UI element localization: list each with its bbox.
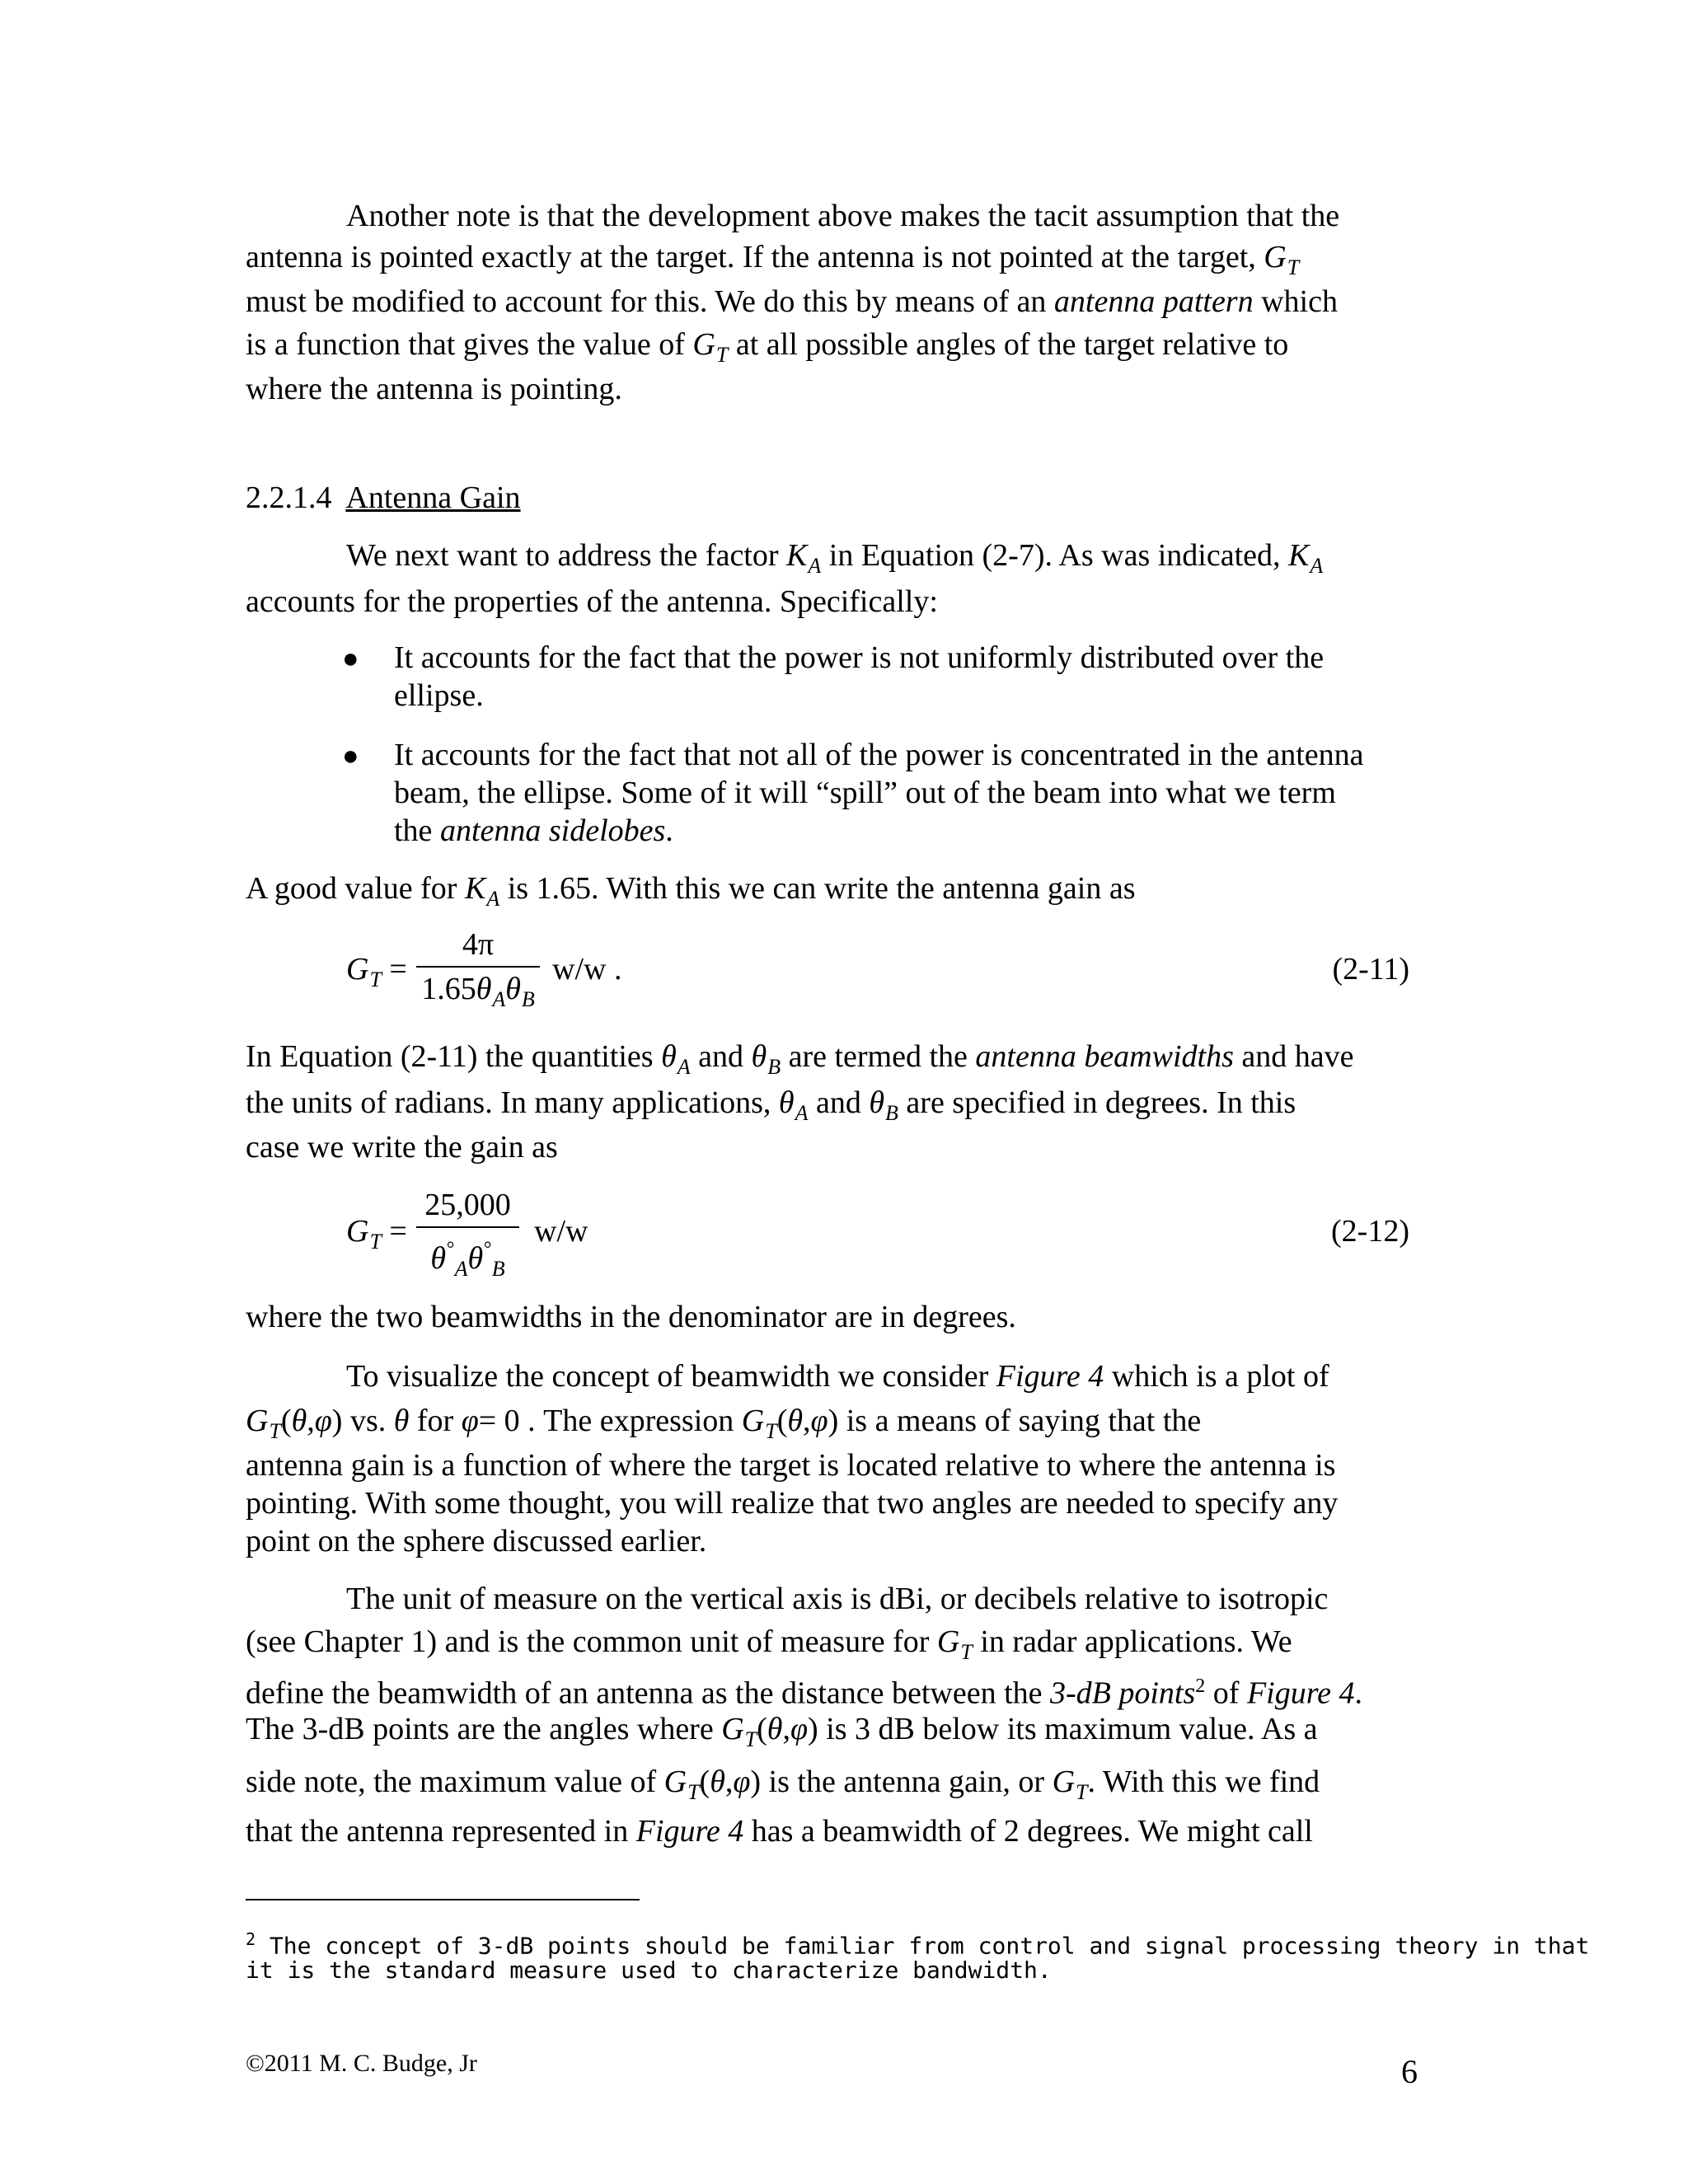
equation-label: (2-11) [1332, 952, 1409, 987]
footnote-line: it is the standard measure used to characterize bandwidth. [246, 1957, 1052, 1984]
equation-fraction [416, 1185, 519, 1289]
footnote-line: $^2$ The concept of 3-dB points should be familiar from control and signal processing theory in that [246, 1929, 1590, 1960]
bullet-line: It accounts for the fact that not all of the power is concentrated in the antenna [394, 738, 1364, 772]
emphasis-figure-ref: Figure 4 [996, 1359, 1104, 1394]
fraction-numerator: 4π [462, 927, 495, 962]
page-number: 6 [1401, 2053, 1418, 2090]
emphasis-antenna-sidelobes: antenna sidelobes [439, 813, 666, 848]
paragraph-line: To visualize the concept of beamwidth we consider Figure 4 which is a plot of [346, 1359, 1329, 1394]
bullet-dot: ● [342, 644, 359, 674]
equation-unit: w/w . [552, 952, 622, 987]
fraction-numerator: 25,000 [424, 1188, 511, 1222]
paragraph-line: where the antenna is pointing. [246, 372, 622, 406]
bullet-line: beam, the ellipse. Some of it will “spill” out of the beam into what we term [394, 776, 1336, 810]
paragraph-line: Another note is that the development above makes the tacit assumption that the [346, 199, 1340, 233]
bullet-line: ellipse. [394, 678, 484, 713]
paragraph-line: the units of radians. In many applications, $\theta_A$ and $\theta_B$ are specified in degrees. In this [246, 1085, 1296, 1125]
paragraph-line: antenna gain is a function of where the target is located relative to where the antenna is [246, 1448, 1336, 1483]
emphasis-figure-ref: Figure 4 [1246, 1675, 1355, 1711]
bullet-line: the antenna sidelobes. [394, 813, 673, 848]
section-heading [246, 476, 521, 519]
paragraph-line: pointing. With some thought, you will realize that two angles are needed to specify any [246, 1486, 1339, 1521]
paragraph-line: define the beamwidth of an antenna as the distance between the 3-dB points$^2$ of Figure 4. [246, 1675, 1362, 1711]
paragraph-line: The unit of measure on the vertical axis is dBi, or decibels relative to isotropic [346, 1582, 1329, 1616]
fraction-denominator: $1.65\theta_A\theta_B$ [421, 972, 535, 1011]
emphasis-figure-ref: Figure 4 [635, 1814, 744, 1849]
paragraph-line: (see Chapter 1) and is the common unit of measure for $G_T$ in radar applications. We [246, 1624, 1292, 1664]
paragraph-line: that the antenna represented in Figure 4 has a beamwidth of 2 degrees. We might call [246, 1814, 1313, 1849]
paragraph-line: The 3-dB points are the angles where $G_T(\theta,\varphi)$ is 3 dB below its maximum value. As a [246, 1712, 1318, 1751]
paragraph-line: is a function that gives the value of $G_T$ at all possible angles of the target relative to [246, 327, 1289, 367]
paragraph-line: must be modified to account for this. We do this by means of an antenna pattern which [246, 284, 1338, 319]
paragraph-line: case we write the gain as [246, 1130, 558, 1165]
bullet-line: It accounts for the fact that the power is not uniformly distributed over the [394, 640, 1325, 675]
bullet-dot: ● [342, 741, 359, 771]
footnote-marker: 2 [1195, 1675, 1206, 1697]
paragraph-line: where the two beamwidths in the denominator are in degrees. [246, 1300, 1016, 1334]
fraction-denominator: $\theta^\circ_A\theta^\circ_B$ [430, 1239, 505, 1281]
paragraph-line: side note, the maximum value of $G_T(\theta,\varphi)$ is the antenna gain, or $G_T$. With this we find [246, 1765, 1320, 1804]
equation-unit: w/w [534, 1214, 588, 1249]
equation-lhs: $G_T$ = [346, 952, 407, 991]
emphasis-3db-points: 3-dB points [1050, 1675, 1196, 1711]
emphasis-antenna-pattern: antenna pattern [1053, 284, 1254, 319]
fraction-bar [416, 1226, 519, 1228]
paragraph-line: point on the sphere discussed earlier. [246, 1524, 707, 1558]
emphasis-antenna-beamwidths: antenna beamwidths [975, 1039, 1234, 1074]
paragraph-line: accounts for the properties of the antenna. Specifically: [246, 584, 938, 619]
paragraph-line: We next want to address the factor $K_A$ in Equation (2-7). As was indicated, $K_A$ [346, 538, 1324, 578]
paragraph-line: A good value for $K_A$ is 1.65. With this we can write the antenna gain as [246, 871, 1136, 911]
paragraph-line: $G_T(\theta,\varphi)$ vs. θ for φ= 0 . The expression $G_T(\theta,\varphi)$ is a means of saying that the [246, 1404, 1202, 1443]
section-number: 2.2.1.4 [246, 480, 332, 515]
footnote-number: 2 [246, 1929, 256, 1949]
section-title: Antenna Gain [345, 480, 521, 515]
equation-label: (2-12) [1331, 1214, 1409, 1249]
equation-lhs: $G_T$ = [346, 1214, 407, 1254]
fraction-bar [416, 966, 540, 968]
footer-copyright: ©2011 M. C. Budge, Jr [246, 2050, 477, 2077]
equation-fraction [416, 925, 540, 1019]
paragraph-line: antenna is pointed exactly at the target. If the antenna is not pointed at the target, $G_T$ [246, 240, 1300, 279]
footnote-rule [246, 1899, 640, 1900]
paragraph-line: In Equation (2-11) the quantities $\theta_A$ and $\theta_B$ are termed the antenna beamwidths and have [246, 1039, 1354, 1079]
